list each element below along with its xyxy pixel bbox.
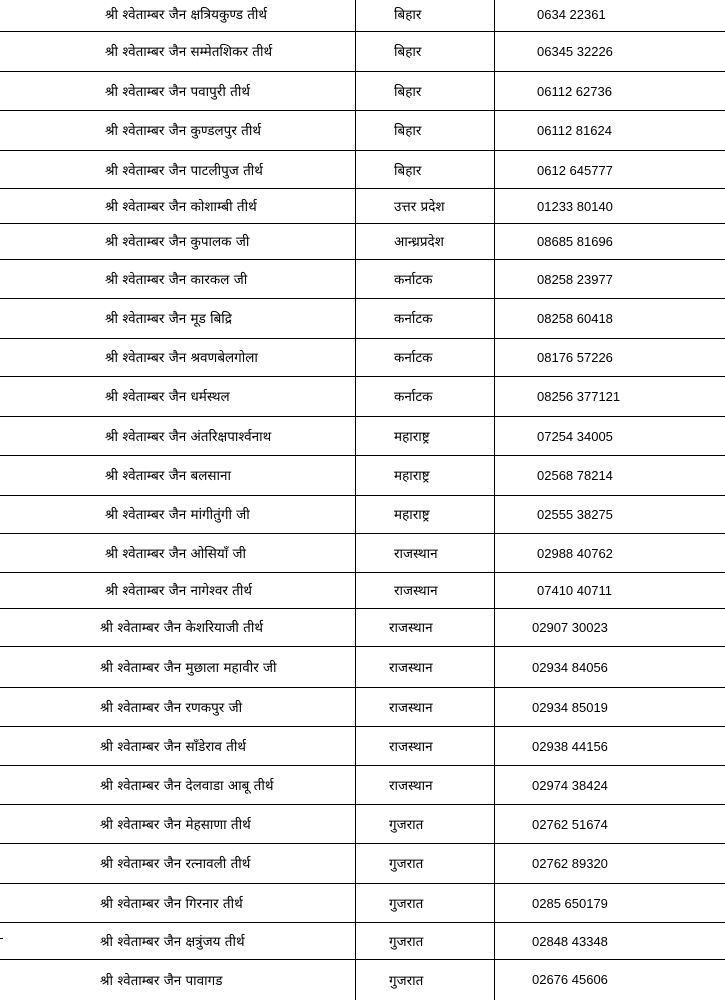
row-divider — [0, 110, 725, 111]
phone-number: 06112 62736 — [537, 83, 612, 99]
row-divider — [0, 765, 725, 766]
table-row — [0, 843, 725, 883]
row-divider — [0, 608, 725, 609]
tirth-name: श्री श्वेताम्बर जैन कुण्डलपुर तीर्थ — [105, 123, 261, 139]
column-divider — [355, 0, 356, 1000]
table-row — [0, 646, 725, 688]
tirth-name: श्री श्वेताम्बर जैन कोशाम्बी तीर्थ — [105, 199, 257, 215]
row-divider — [0, 726, 725, 727]
table-row — [0, 0, 725, 34]
phone-number: 08258 23977 — [537, 271, 613, 287]
state-name: बिहार — [394, 84, 422, 100]
column-divider — [494, 0, 495, 1000]
tirth-name: श्री श्वेताम्बर जैन कुपालक जी — [105, 234, 250, 250]
row-divider — [0, 188, 725, 189]
phone-number: 02568 78214 — [537, 467, 613, 483]
tirth-name: श्री श्वेताम्बर जैन रणकपुर जी — [100, 700, 243, 716]
table-row — [0, 376, 725, 416]
state-name: बिहार — [394, 7, 422, 23]
table-row — [0, 298, 725, 338]
table-row — [0, 726, 725, 766]
state-name: महाराष्ट्र — [394, 468, 430, 484]
state-name: राजस्थान — [389, 700, 433, 716]
phone-number: 02988 40762 — [537, 545, 613, 561]
state-name: आन्ध्रप्रदेश — [394, 234, 444, 250]
table-row — [0, 188, 725, 224]
table-row — [0, 71, 725, 111]
table-row — [0, 572, 725, 608]
state-name: गुजरात — [389, 972, 424, 989]
table-row — [0, 416, 725, 456]
state-name: राजस्थान — [394, 546, 438, 562]
row-divider — [0, 843, 725, 844]
tirth-name: श्री श्वेताम्बर जैन साँडेराव तीर्थ — [100, 739, 246, 755]
state-name: गुजरात — [389, 896, 424, 912]
tirth-name: श्री श्वेताम्बर जैन अंतरिक्षपार्श्वनाथ — [105, 429, 272, 445]
tirth-name: श्री श्वेताम्बर जैन मेहसाणा तीर्थ — [100, 817, 251, 833]
row-divider — [0, 31, 725, 32]
phone-number: 08176 57226 — [537, 349, 613, 365]
phone-number: 02934 85019 — [532, 699, 608, 715]
phone-number: 02762 51674 — [532, 816, 608, 832]
phone-number: 08256 377121 — [537, 388, 621, 404]
table-row — [0, 110, 725, 150]
tirth-name: श्री श्वेताम्बर जैन क्षत्रियकुण्ड तीर्थ — [105, 7, 268, 23]
phone-number: 08685 81696 — [537, 233, 613, 249]
table-row — [0, 150, 725, 190]
phone-number: 01233 80140 — [537, 198, 613, 214]
table-row — [0, 765, 725, 805]
state-name: कर्नाटक — [394, 350, 433, 366]
row-divider — [0, 495, 725, 496]
tirth-name: श्री श्वेताम्बर जैन नागेश्वर तीर्थ — [105, 583, 252, 599]
state-name: बिहार — [394, 123, 422, 139]
phone-number: 06345 32226 — [537, 43, 613, 59]
tirth-name: श्री श्वेताम्बर जैन मांगीतुंगी जी — [105, 507, 250, 523]
phone-number: 07254 34005 — [537, 428, 613, 444]
state-name: उत्तर प्रदेश — [394, 199, 445, 215]
phone-number: 06112 81624 — [537, 122, 612, 138]
tirth-name: श्री श्वेताम्बर जैन पवापुरी तीर्थ — [105, 84, 250, 100]
row-divider — [0, 416, 725, 417]
state-name: राजस्थान — [394, 583, 438, 599]
state-name: गुजरात — [389, 817, 424, 833]
row-divider — [0, 259, 725, 260]
margin-mark — [0, 938, 3, 939]
tirth-name: श्री श्वेताम्बर जैन सम्मेतशिकर तीर्थ — [105, 44, 273, 60]
row-divider — [0, 687, 725, 688]
tirth-name: श्री श्वेताम्बर जैन क्षत्रुंजय तीर्थ — [100, 934, 245, 950]
row-divider — [0, 298, 725, 299]
row-divider — [0, 71, 725, 72]
state-name: कर्नाटक — [394, 272, 433, 288]
phone-number: 02934 84056 — [532, 659, 608, 675]
tirth-name: श्री श्वेताम्बर जैन ओसियाँ जी — [105, 546, 247, 562]
table-row — [0, 804, 725, 844]
state-name: गुजरात — [389, 856, 424, 872]
row-divider — [0, 455, 725, 456]
state-name: बिहार — [394, 44, 422, 60]
state-name: राजस्थान — [389, 739, 433, 755]
state-name: राजस्थान — [389, 660, 433, 676]
phone-number: 0612 645777 — [537, 162, 613, 178]
row-divider — [0, 150, 725, 151]
state-name: महाराष्ट्र — [394, 429, 430, 445]
tirth-name: श्री श्वेताम्बर जैन धर्मस्थल — [105, 389, 230, 405]
state-name: बिहार — [394, 163, 422, 179]
table-row — [0, 883, 725, 923]
row-divider — [0, 922, 725, 923]
table-row — [0, 223, 725, 259]
phone-number: 02974 38424 — [532, 777, 608, 793]
state-name: कर्नाटक — [394, 389, 433, 405]
tirth-name: श्री श्वेताम्बर जैन गिरनार तीर्थ — [100, 896, 243, 912]
row-divider — [0, 376, 725, 377]
table-row — [0, 959, 725, 1000]
tirth-name: श्री श्वेताम्बर जैन मुछाला महावीर जी — [100, 660, 277, 676]
table-row — [0, 608, 725, 646]
state-name: गुजरात — [389, 934, 424, 950]
state-name: कर्नाटक — [394, 311, 433, 327]
state-name: महाराष्ट्र — [394, 507, 430, 523]
table-row — [0, 687, 725, 727]
state-name: राजस्थान — [389, 620, 433, 636]
table-row — [0, 533, 725, 573]
phone-number: 02907 30023 — [532, 619, 608, 635]
row-divider — [0, 338, 725, 339]
row-divider — [0, 646, 725, 647]
tirth-name: श्री श्वेताम्बर जैन रत्नावली तीर्थ — [100, 856, 251, 872]
table-row — [0, 31, 725, 71]
table-row — [0, 259, 725, 299]
row-divider — [0, 572, 725, 573]
phone-number: 02938 44156 — [532, 738, 608, 754]
phone-number: 02762 89320 — [532, 855, 608, 871]
tirth-name: श्री श्वेताम्बर जैन श्रवणबेलगोला — [105, 350, 258, 366]
phone-number: 0285 650179 — [532, 895, 608, 911]
tirth-name: श्री श्वेताम्बर जैन देलवाडा आबू तीर्थ — [100, 778, 274, 794]
row-divider — [0, 883, 725, 884]
row-divider — [0, 533, 725, 534]
tirth-name: श्री श्वेताम्बर जैन बलसाना — [105, 468, 231, 484]
phone-number: 02555 38275 — [537, 506, 613, 522]
table-row — [0, 495, 725, 533]
tirth-name: श्री श्वेताम्बर जैन कारकल जी — [105, 272, 248, 288]
tirth-name: श्री श्वेताम्बर जैन पावागड — [100, 972, 223, 989]
phone-number: 07410 40711 — [537, 582, 612, 598]
table-row — [0, 338, 725, 376]
tirth-name: श्री श्वेताम्बर जैन पाटलीपुज तीर्थ — [105, 163, 263, 179]
phone-number: 02848 43348 — [532, 933, 608, 949]
phone-number: 0634 22361 — [537, 6, 606, 22]
row-divider — [0, 804, 725, 805]
table-row — [0, 455, 725, 495]
table-row — [0, 922, 725, 960]
tirth-name: श्री श्वेताम्बर जैन केशरियाजी तीर्थ — [100, 620, 264, 636]
phone-number: 02676 45606 — [532, 972, 608, 987]
state-name: राजस्थान — [389, 778, 433, 794]
row-divider — [0, 959, 725, 960]
tirth-name: श्री श्वेताम्बर जैन मूड बिद्रि — [105, 311, 232, 327]
phone-number: 08258 60418 — [537, 310, 613, 326]
row-divider — [0, 223, 725, 224]
